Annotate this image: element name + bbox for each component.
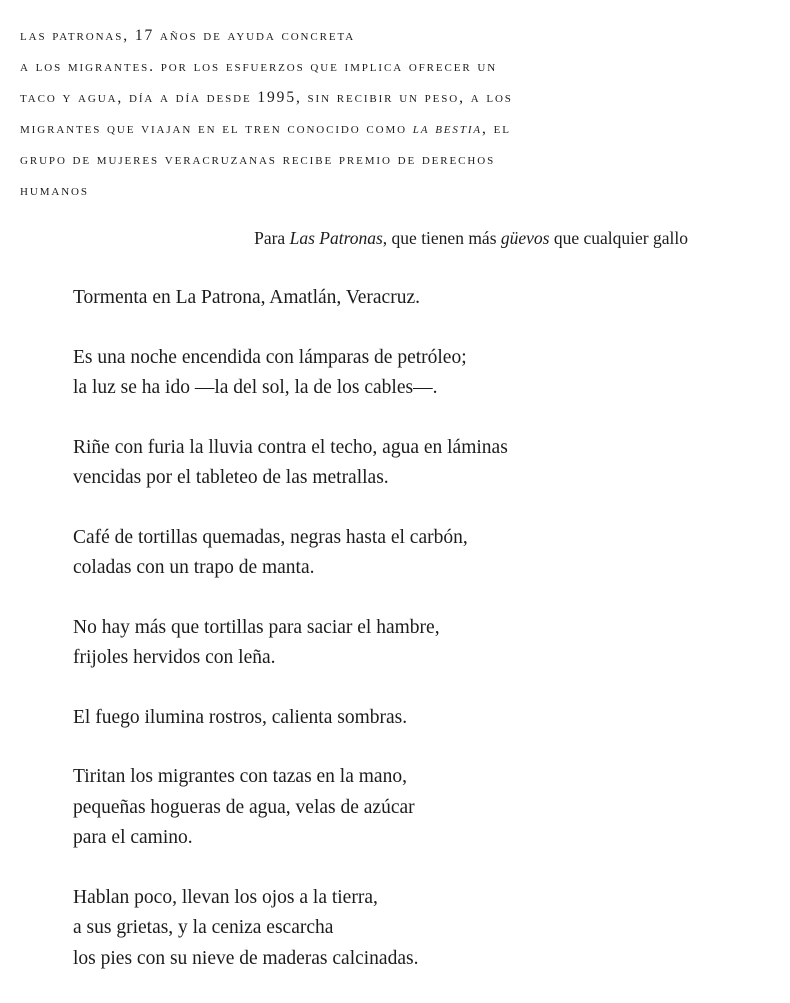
dedication-text: Para bbox=[254, 228, 290, 248]
poem-line: para el camino. bbox=[73, 827, 193, 848]
heading-line: taco y agua, día a día desde 1995, sin recibir un peso, a los bbox=[20, 89, 513, 106]
dedication-italic: güevos bbox=[500, 228, 550, 248]
stanza bbox=[73, 703, 773, 734]
stanza bbox=[73, 343, 773, 404]
poem-line: Es una noche encendida con lámparas de petróleo; bbox=[73, 346, 467, 368]
stanza bbox=[73, 523, 773, 584]
dedication-text: , que tienen más bbox=[382, 228, 501, 248]
heading-text: , el bbox=[482, 120, 511, 137]
poem-line: pequeñas hogueras de agua, velas de azúcar bbox=[73, 796, 415, 818]
heading-line: grupo de mujeres veracruzanas recibe premio de derechos bbox=[20, 151, 496, 168]
poem-line: vencidas por el tableteo de las metrallas. bbox=[73, 467, 389, 488]
poem-line: frijoles hervidos con leña. bbox=[73, 647, 276, 668]
stanza bbox=[73, 613, 773, 674]
heading-line: a los migrantes. por los esfuerzos que implica ofrecer un bbox=[20, 58, 498, 75]
heading-line: humanos bbox=[20, 182, 89, 199]
poem-line: Hablan poco, llevan los ojos a la tierra, bbox=[73, 886, 378, 908]
heading-line: las patronas, 17 años de ayuda concreta bbox=[20, 27, 356, 44]
heading-italic-title: la bestia bbox=[412, 120, 483, 137]
heading-line bbox=[20, 113, 720, 144]
stanza bbox=[73, 433, 773, 494]
dedication bbox=[254, 228, 688, 249]
stanza bbox=[73, 883, 773, 975]
poem-line: Tiritan los migrantes con tazas en la mano, bbox=[73, 766, 407, 787]
dedication-text: que cualquier gallo bbox=[549, 228, 688, 248]
poem-line: El fuego ilumina rostros, calienta sombras. bbox=[73, 706, 408, 728]
poem-line: Café de tortillas quemadas, negras hasta el carbón, bbox=[73, 526, 468, 548]
section-heading bbox=[20, 20, 720, 206]
dedication-italic: Las Patronas bbox=[289, 228, 383, 248]
heading-text: migrantes que viajan en el tren conocido como bbox=[20, 120, 413, 137]
poem-line: Riñe con furia la lluvia contra el techo, agua en láminas bbox=[73, 436, 508, 458]
poem-line: No hay más que tortillas para saciar el hambre, bbox=[73, 616, 440, 638]
poem-line: Tormenta en La Patrona, Amatlán, Veracruz. bbox=[73, 287, 420, 308]
poem-line: la luz se ha ido —la del sol, la de los cables—. bbox=[73, 377, 438, 398]
poem-line: a sus grietas, y la ceniza escarcha bbox=[73, 917, 334, 938]
poem bbox=[73, 283, 773, 1003]
stanza bbox=[73, 283, 773, 314]
stanza bbox=[73, 762, 773, 854]
poem-line: los pies con su nieve de maderas calcinadas. bbox=[73, 947, 419, 969]
poem-line: coladas con un trapo de manta. bbox=[73, 557, 315, 578]
